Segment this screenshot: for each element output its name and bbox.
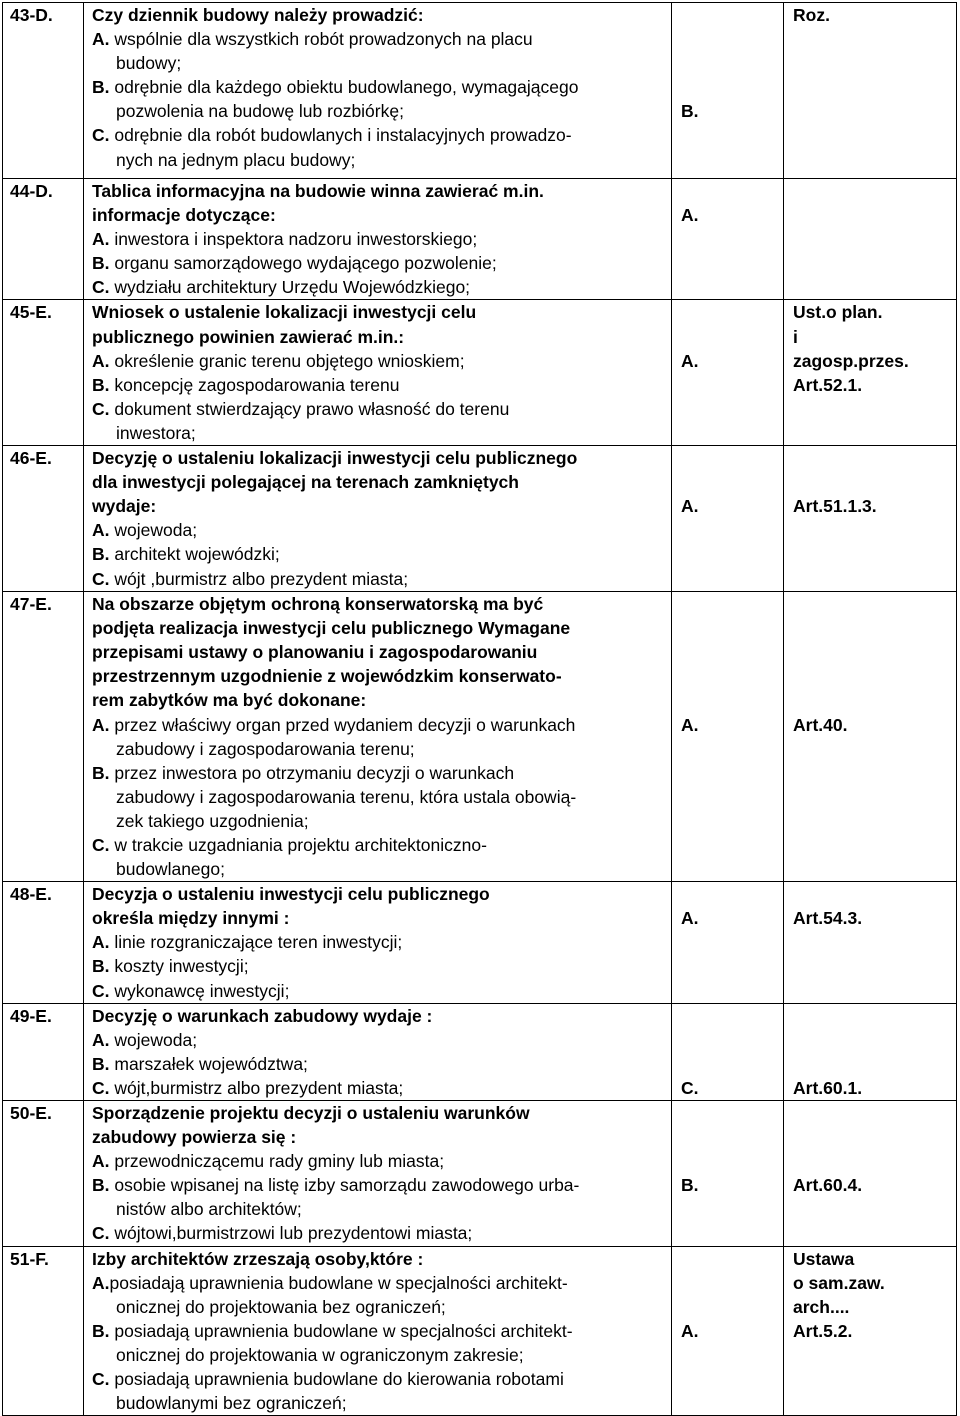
source-reference-line: Art.5.2.: [793, 1320, 853, 1341]
question-text-line: określa między innymi :: [92, 908, 290, 929]
option-letter: B.: [92, 1053, 110, 1074]
option-line: budowlanymi bez ograniczeń;: [116, 1393, 347, 1414]
answer-cell: [672, 179, 784, 300]
option-text: organu samorządowego wydającego pozwolenie;: [114, 253, 497, 274]
option-line: [92, 713, 671, 737]
option-line: pozwolenia na budowę lub rozbiórkę;: [116, 101, 404, 122]
option-line: [92, 123, 671, 147]
option-line: [92, 373, 671, 397]
question-text-line: wydaje:: [92, 496, 157, 517]
question-text-line: informacje dotyczące:: [92, 205, 276, 226]
option-line: [92, 1076, 671, 1100]
source-reference-line: Art.51.1.3.: [793, 496, 877, 517]
answer-cell: [672, 300, 784, 446]
question-text-line: Na obszarze objętym ochroną konserwatorską ma być: [92, 594, 544, 615]
source-cell: [784, 1101, 957, 1247]
source-reference-line: i: [793, 326, 798, 347]
answer-cell: [672, 446, 784, 592]
correct-answer: B.: [681, 101, 699, 122]
option-letter: C.: [92, 834, 110, 855]
question-cell: [84, 446, 672, 592]
option-line: [92, 1271, 671, 1295]
question-text-line: Izby architektów zrzeszają osoby,które :: [92, 1248, 424, 1269]
option-line: [92, 930, 671, 954]
option-letter: C.: [92, 568, 110, 589]
option-line: budowlanego;: [116, 859, 225, 880]
option-line: [92, 75, 671, 99]
question-number: 50-E.: [3, 1101, 84, 1247]
question-cell: [84, 882, 672, 1003]
option-letter: C.: [92, 398, 110, 419]
option-text: osobie wpisanej na listę izby samorządu zawodowego urba-: [114, 1175, 580, 1196]
option-text: wojewoda;: [114, 520, 198, 541]
option-line: [92, 761, 671, 785]
option-line: [92, 1028, 671, 1052]
option-text: wspólnie dla wszystkich robót prowadzonych na placu: [114, 29, 533, 50]
option-text: przez właściwy organ przed wydaniem decyzji o warunkach: [114, 714, 576, 735]
source-cell: [784, 1003, 957, 1100]
source-reference-line: Art.40.: [793, 714, 848, 735]
option-text: odrębnie dla każdego obiektu budowlanego, wymagającego: [114, 77, 579, 98]
option-letter: B.: [92, 77, 110, 98]
option-letter: B.: [92, 374, 110, 395]
option-letter: A.: [92, 29, 110, 50]
source-cell: [784, 179, 957, 300]
answer-cell: [672, 592, 784, 882]
option-letter: B.: [92, 762, 110, 783]
option-line: budowy;: [116, 53, 182, 74]
question-text-line: przestrzennym uzgodnienie z wojewódzkim konserwato-: [92, 666, 562, 687]
source-cell: [784, 300, 957, 446]
option-text: przewodniczącemu rady gminy lub miasta;: [114, 1151, 445, 1172]
correct-answer: A.: [681, 908, 699, 929]
question-number: 47-E.: [3, 592, 84, 882]
source-reference-line: Art.60.4.: [793, 1175, 863, 1196]
question-text-line: Decyzja o ustaleniu inwestycji celu publicznego: [92, 884, 490, 905]
question-row: [3, 300, 957, 446]
correct-answer: B.: [681, 1175, 699, 1196]
source-cell: [784, 1246, 957, 1416]
option-letter: C.: [92, 1223, 110, 1244]
option-line: nych na jednym placu budowy;: [116, 149, 356, 170]
option-line: [92, 227, 671, 251]
option-text: linie rozgraniczające teren inwestycji;: [114, 932, 403, 953]
option-line: inwestora;: [116, 422, 196, 443]
question-number: 44-D.: [3, 179, 84, 300]
question-text-line: publicznego powinien zawierać m.in.:: [92, 326, 405, 347]
option-letter: B.: [92, 253, 110, 274]
option-letter: B.: [92, 1320, 110, 1341]
question-text-line: podjęta realizacja inwestycji celu publicznego Wymagane: [92, 618, 571, 639]
source-reference-line: arch....: [793, 1296, 850, 1317]
option-line: [92, 1149, 671, 1173]
question-text-line: dla inwestycji polegającej na terenach zamkniętych: [92, 472, 519, 493]
option-letter: A.: [92, 1272, 110, 1293]
answer-cell: [672, 1003, 784, 1100]
question-text-line: Wniosek o ustalenie lokalizacji inwestycji celu: [92, 302, 477, 323]
question-row: [3, 592, 957, 882]
option-line: [92, 567, 671, 591]
option-line: [92, 27, 671, 51]
option-text: koncepcję zagospodarowania terenu: [114, 374, 400, 395]
source-cell: [784, 3, 957, 179]
option-letter: A.: [92, 1029, 110, 1050]
option-text: określenie granic terenu objętego wnioskiem;: [114, 350, 465, 371]
option-text: wojewoda;: [114, 1029, 198, 1050]
question-text-line: Decyzję o ustaleniu lokalizacji inwestycji celu publicznego: [92, 448, 578, 469]
option-line: onicznej do projektowania w ograniczonym zakresie;: [116, 1344, 524, 1365]
option-text: posiadają uprawnienia budowlane do kierowania robotami: [114, 1369, 564, 1390]
question-row: [3, 179, 957, 300]
source-reference-line: Art.52.1.: [793, 374, 863, 395]
source-reference-line: Art.60.1.: [793, 1077, 863, 1098]
option-line: [92, 1367, 671, 1391]
option-letter: A.: [92, 520, 110, 541]
option-text: architekt wojewódzki;: [114, 544, 280, 565]
option-line: [92, 397, 671, 421]
answer-cell: [672, 1246, 784, 1416]
correct-answer: A.: [681, 350, 699, 371]
question-row: [3, 1246, 957, 1416]
option-letter: A.: [92, 932, 110, 953]
questions-body: [3, 3, 957, 1416]
question-text-line: Sporządzenie projektu decyzji o ustaleniu warunków: [92, 1103, 530, 1124]
option-text: koszty inwestycji;: [114, 956, 249, 977]
option-line: [92, 833, 671, 857]
source-cell: [784, 882, 957, 1003]
question-text-line: Czy dziennik budowy należy prowadzić:: [92, 5, 424, 25]
question-number: 43-D.: [3, 3, 84, 179]
question-number: 48-E.: [3, 882, 84, 1003]
correct-answer: A.: [681, 205, 699, 226]
option-line: zabudowy i zagospodarowania terenu, która ustala obowią-: [116, 786, 577, 807]
source-reference-line: Art.54.3.: [793, 908, 863, 929]
source-cell: [784, 446, 957, 592]
option-line: [92, 1052, 671, 1076]
question-row: [3, 3, 957, 179]
question-text-line: Decyzję o warunkach zabudowy wydaje :: [92, 1005, 433, 1026]
source-reference-line: Ust.o plan.: [793, 302, 883, 323]
source-reference-line: o sam.zaw.: [793, 1272, 885, 1293]
option-text: posiadają uprawnienia budowlane w specjalności architekt-: [114, 1320, 573, 1341]
option-letter: A.: [92, 714, 110, 735]
option-letter: C.: [92, 125, 110, 146]
option-letter: C.: [92, 980, 110, 1001]
option-letter: B.: [92, 544, 110, 565]
option-line: [92, 1221, 671, 1245]
option-text: wydziału architektury Urzędu Wojewódzkiego;: [114, 277, 471, 298]
question-text-line: Tablica informacyjna na budowie winna zawierać m.in.: [92, 181, 544, 201]
option-line: [92, 275, 671, 299]
option-line: zabudowy i zagospodarowania terenu;: [116, 738, 415, 759]
question-number: 46-E.: [3, 446, 84, 592]
question-cell: [84, 1246, 672, 1416]
option-line: [92, 518, 671, 542]
answer-cell: [672, 882, 784, 1003]
option-line: [92, 251, 671, 275]
option-letter: B.: [92, 956, 110, 977]
source-reference-line: Ustawa: [793, 1248, 855, 1269]
option-letter: A.: [92, 1151, 110, 1172]
option-text: marszałek województwa;: [114, 1053, 308, 1074]
question-cell: [84, 1003, 672, 1100]
question-text-line: rem zabytków ma być dokonane:: [92, 690, 367, 711]
correct-answer: A.: [681, 1320, 699, 1341]
question-row: [3, 446, 957, 592]
answer-cell: [672, 3, 784, 179]
question-text-line: zabudowy powierza się :: [92, 1127, 297, 1148]
question-cell: [84, 179, 672, 300]
option-line: [92, 542, 671, 566]
question-number: 51-F.: [3, 1246, 84, 1416]
question-row: [3, 1003, 957, 1100]
source-reference-line: zagosp.przes.: [793, 350, 909, 371]
option-letter: A.: [92, 350, 110, 371]
question-row: [3, 1101, 957, 1247]
option-line: zek takiego uzgodnienia;: [116, 810, 309, 831]
correct-answer: A.: [681, 496, 699, 517]
answer-cell: [672, 1101, 784, 1247]
option-line: nistów albo architektów;: [116, 1199, 302, 1220]
option-text: dokument stwierdzający prawo własność do terenu: [114, 398, 510, 419]
option-text: przez inwestora po otrzymaniu decyzji o warunkach: [114, 762, 515, 783]
option-line: [92, 979, 671, 1003]
correct-answer: A.: [681, 714, 699, 735]
question-cell: [84, 592, 672, 882]
question-cell: [84, 300, 672, 446]
option-line: onicznej do projektowania bez ograniczeń;: [116, 1296, 446, 1317]
correct-answer: C.: [681, 1077, 699, 1098]
option-text: wójt,burmistrz albo prezydent miasta;: [114, 1077, 404, 1098]
option-text: posiadają uprawnienia budowlane w specjalności architekt-: [109, 1272, 568, 1293]
question-cell: [84, 1101, 672, 1247]
option-text: wójtowi,burmistrzowi lub prezydentowi miasta;: [114, 1223, 473, 1244]
option-letter: C.: [92, 1077, 110, 1098]
option-line: [92, 1319, 671, 1343]
option-letter: B.: [92, 1175, 110, 1196]
questions-table: [2, 2, 957, 1416]
option-text: wykonawcę inwestycji;: [114, 980, 290, 1001]
option-line: [92, 954, 671, 978]
question-cell: [84, 3, 672, 179]
option-letter: C.: [92, 277, 110, 298]
option-text: w trakcie uzgadniania projektu architektoniczno-: [114, 834, 487, 855]
option-letter: C.: [92, 1369, 110, 1390]
source-cell: [784, 592, 957, 882]
option-line: [92, 349, 671, 373]
option-text: inwestora i inspektora nadzoru inwestorskiego;: [114, 229, 478, 250]
option-letter: A.: [92, 229, 110, 250]
question-number: 45-E.: [3, 300, 84, 446]
option-text: odrębnie dla robót budowlanych i instalacyjnych prowadzo-: [114, 125, 572, 146]
question-row: [3, 882, 957, 1003]
option-text: wójt ,burmistrz albo prezydent miasta;: [114, 568, 409, 589]
question-number: 49-E.: [3, 1003, 84, 1100]
source-reference-line: Roz.: [793, 5, 830, 25]
question-text-line: przepisami ustawy o planowaniu i zagospodarowaniu: [92, 642, 538, 663]
option-line: [92, 1173, 671, 1197]
